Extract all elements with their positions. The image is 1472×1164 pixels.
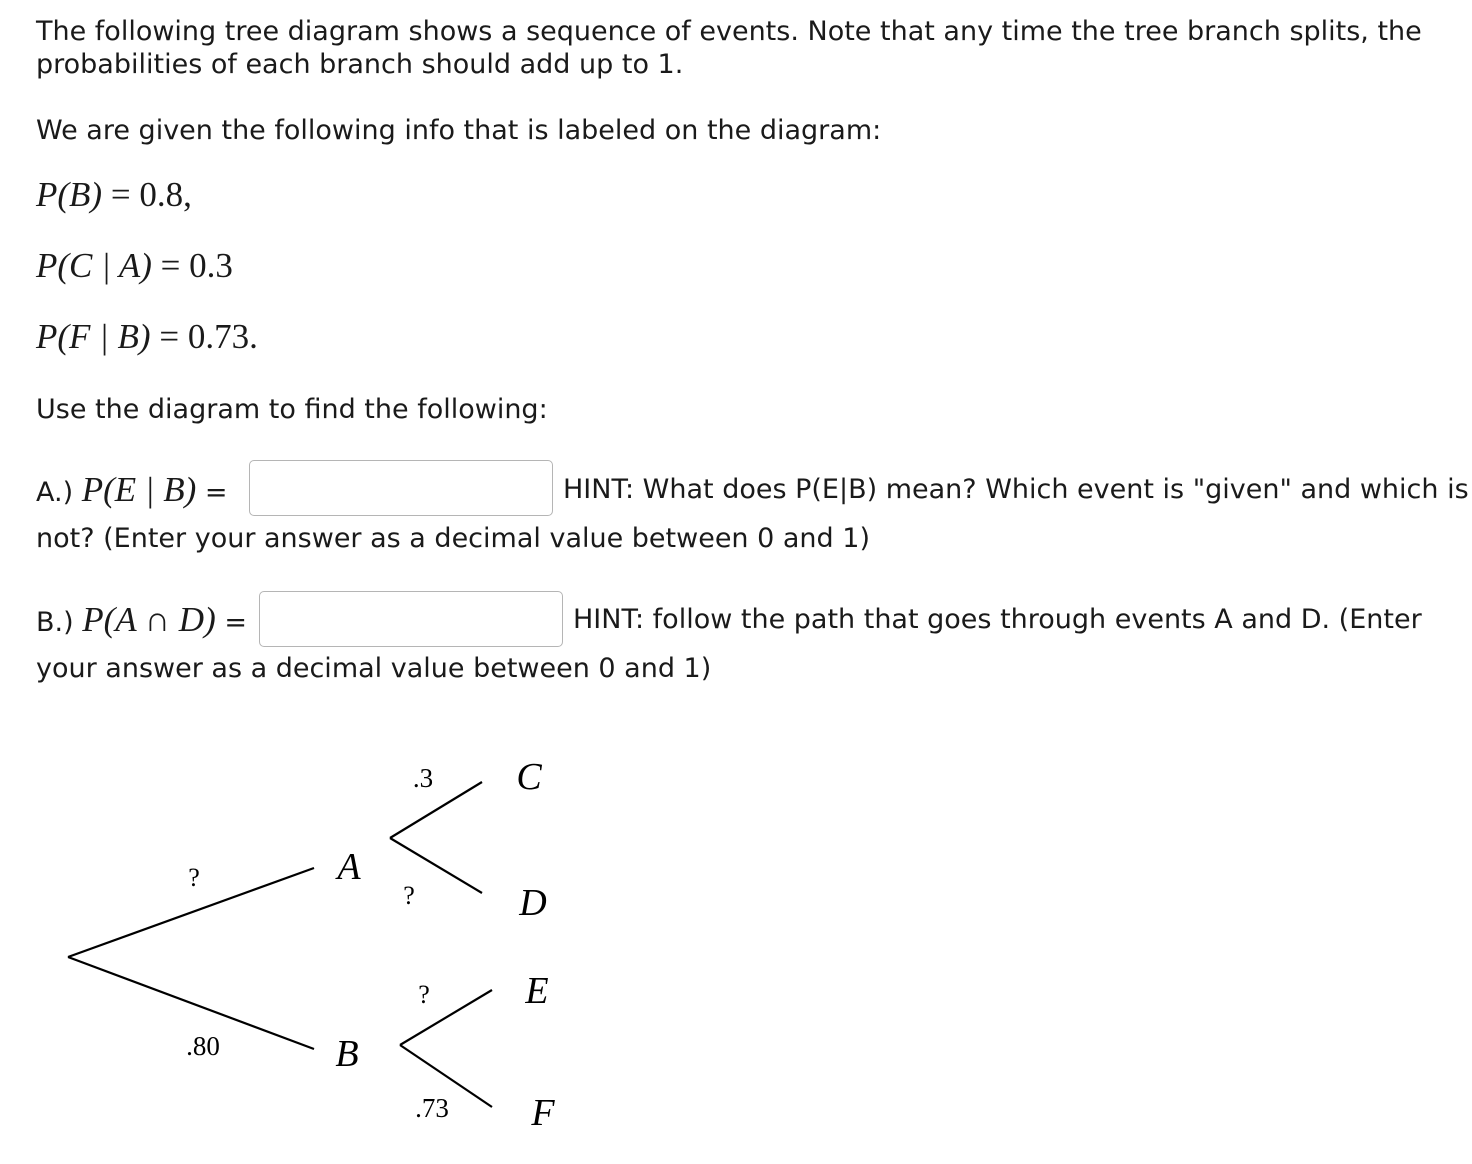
label-p-c-given-a: .3	[412, 763, 434, 793]
node-b: B	[335, 1033, 359, 1075]
question-b-equals: =	[224, 607, 247, 638]
question-a-equals: =	[204, 477, 228, 508]
leaf-c: C	[516, 756, 542, 798]
label-p-e-given-b: ?	[418, 980, 430, 1009]
given-op: =	[160, 246, 181, 285]
given-op: =	[110, 175, 131, 214]
given-rhs: 0.73.	[187, 317, 258, 356]
given-lhs: P(B)	[36, 175, 103, 214]
given-lhs: P(C | A)	[36, 246, 152, 285]
label-p-b: .80	[186, 1031, 220, 1061]
question-a-expr: P(E | B)	[81, 470, 197, 509]
label-p-f-given-b: .73	[415, 1093, 449, 1123]
branch-a-to-c	[390, 782, 482, 838]
leaf-d: D	[519, 882, 547, 924]
intro-line-2: probabilities of each branch should add up to 1.	[36, 49, 684, 80]
node-a: A	[337, 846, 361, 888]
label-p-a: ?	[188, 863, 200, 892]
given-lhs: P(F | B)	[36, 317, 151, 356]
question-b-hint-2: your answer as a decimal value between 0 and 1)	[36, 653, 712, 684]
question-a-prefix: A.)	[36, 477, 74, 508]
leaf-f: F	[531, 1092, 555, 1134]
given-op: =	[159, 317, 180, 356]
question-b-expr: P(A ∩ D)	[82, 600, 216, 639]
intro-line-1: The following tree diagram shows a sequence of events. Note that any time the tree branch splits, the	[36, 16, 1422, 47]
question-a-hint-1: HINT: What does P(E|B) mean? Which event is "given" and which is	[563, 474, 1469, 505]
question-b-prefix: B.)	[36, 607, 74, 638]
given-rhs: 0.3	[189, 246, 233, 285]
given-rhs: 0.8,	[139, 175, 192, 214]
question-b-hint-1: HINT: follow the path that goes through events A and D. (Enter	[573, 604, 1422, 635]
leaf-e: E	[525, 970, 549, 1012]
use-intro: Use the diagram to find the following:	[36, 394, 548, 425]
given-intro: We are given the following info that is labeled on the diagram:	[36, 115, 882, 146]
branch-b-to-e	[400, 990, 492, 1045]
label-p-d-given-a: ?	[403, 881, 415, 910]
question-a-hint-2: not? (Enter your answer as a decimal value between 0 and 1)	[36, 523, 870, 554]
